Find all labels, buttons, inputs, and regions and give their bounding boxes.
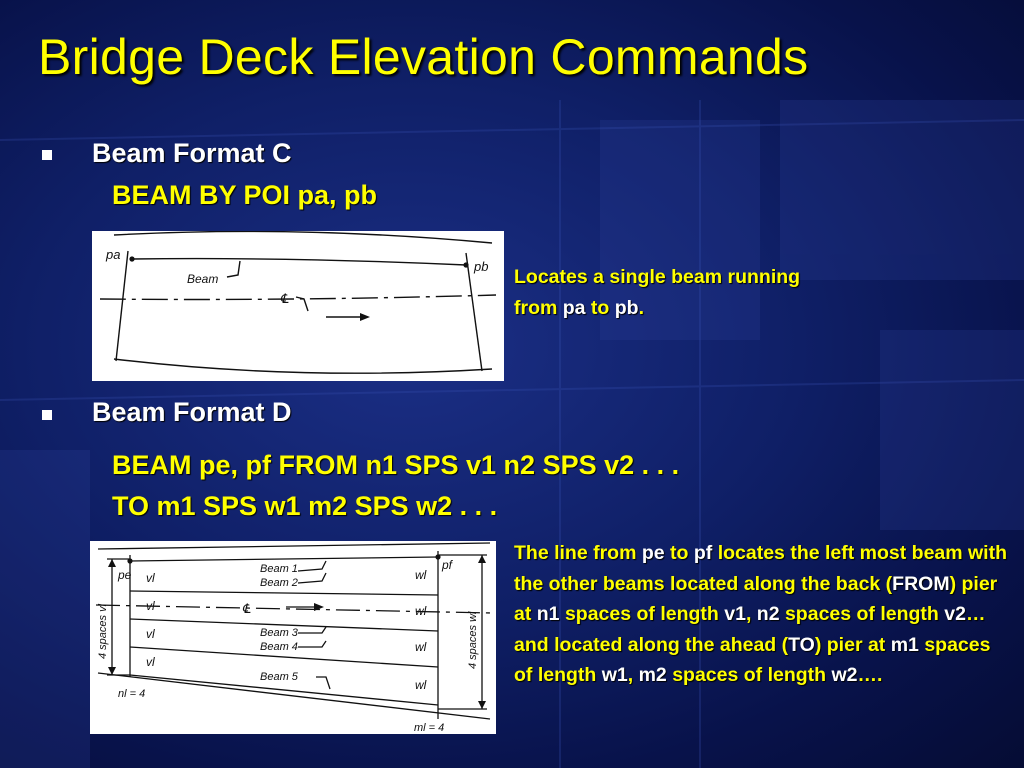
label-wl-4: wl [415, 678, 427, 692]
command-format-d-line1: BEAM pe, pf FROM n1 SPS v1 n2 SPS v2 . . . [112, 450, 680, 480]
label-pe: pe [118, 568, 132, 582]
heading-format-c: Beam Format C [92, 138, 292, 168]
label-pa: pa [106, 247, 121, 262]
command-format-d-line2: TO m1 SPS w1 m2 SPS w2 . . . [112, 491, 498, 521]
diagram-format-d [90, 541, 496, 734]
heading-format-d: Beam Format D [92, 397, 292, 427]
label-wl-1: wl [415, 568, 427, 582]
command-format-c: BEAM BY POI pa, pb [112, 180, 378, 210]
bullet-format-c [42, 150, 52, 160]
label-vl-2: vl [146, 599, 155, 613]
label-pb: pb [474, 259, 489, 274]
label-ml: ml = 4 [414, 722, 445, 734]
label-beam: Beam [187, 272, 219, 286]
label-centerline-d: ℄ [242, 601, 251, 616]
label-vl-4: vl [146, 655, 155, 669]
label-nl: nl = 4 [118, 688, 146, 700]
label-beam-3: Beam 3 [260, 627, 298, 639]
note-format-c: Locates a single beam running from pa to pb. [514, 266, 801, 319]
bullet-format-d [42, 410, 52, 420]
label-centerline: ℄ [280, 291, 289, 306]
label-beam-4: Beam 4 [260, 641, 298, 653]
label-wl-3: wl [415, 640, 427, 654]
label-wl-2: wl [415, 604, 427, 618]
page-title: Bridge Deck Elevation Commands [38, 29, 809, 85]
diagram-format-c [92, 231, 504, 381]
label-vl-3: vl [146, 627, 155, 641]
label-spaces-right: 4 spaces wl [467, 611, 479, 669]
label-beam-2: Beam 2 [260, 577, 298, 589]
label-pf: pf [442, 558, 453, 572]
label-beam-5: Beam 5 [260, 671, 298, 683]
label-beam-1: Beam 1 [260, 563, 298, 575]
note-format-d: The line from pe to pf locates the left most beam with the other beams located along the back (FROM) pier at n1 spaces of length v1, n2 spaces of length v2… and located along the ahead (TO) pier at m1 spaces of length w1, m2 spaces of length w2…. [514, 542, 1008, 686]
label-spaces-left: 4 spaces vl [97, 603, 109, 659]
label-vl-1: vl [146, 571, 155, 585]
